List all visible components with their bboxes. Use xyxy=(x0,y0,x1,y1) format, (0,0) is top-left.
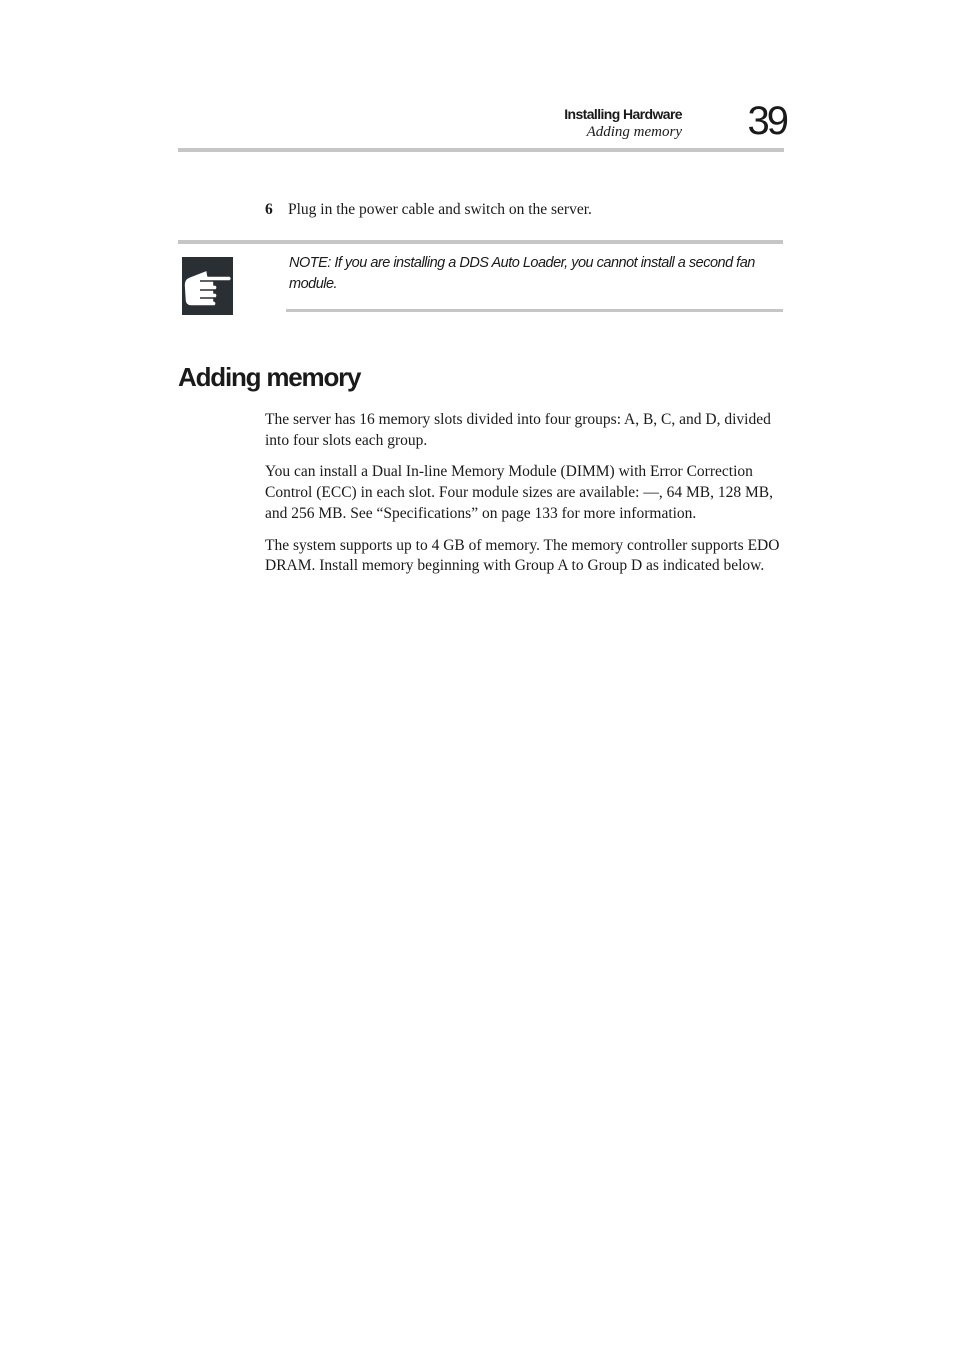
body-paragraph: The system supports up to 4 GB of memory. The memory controller supports EDO DRAM. Install memory beginning with Group A to Group D as indicated below. xyxy=(265,536,780,575)
pointing-hand-icon xyxy=(182,257,233,315)
running-header-chapter: Installing Hardware xyxy=(564,106,682,122)
section-title: Adding memory xyxy=(178,362,361,392)
note-text: NOTE: If you are installing a DDS Auto Loader, you cannot install a second fan module. xyxy=(289,255,755,292)
header-divider xyxy=(178,148,784,152)
section-body xyxy=(265,410,785,588)
body-paragraph: The server has 16 memory slots divided into four groups: A, B, C, and D, divided into four slots each group. xyxy=(265,411,771,449)
note-top-divider xyxy=(178,240,783,244)
body-paragraph: You can install a Dual In-line Memory Module (DIMM) with Error Correction Control (ECC) in each slot. Four module sizes are available: —, 64 MB, 128 MB, and 256 MB. See “Specifications” on page 133 for more information. xyxy=(265,463,773,522)
step-item xyxy=(265,201,592,219)
running-header-section: Adding memory xyxy=(586,124,682,140)
note-bottom-divider xyxy=(286,309,783,312)
step-number: 6 xyxy=(265,201,273,218)
page-number: 39 xyxy=(747,99,786,143)
step-text: Plug in the power cable and switch on the server. xyxy=(288,201,592,218)
